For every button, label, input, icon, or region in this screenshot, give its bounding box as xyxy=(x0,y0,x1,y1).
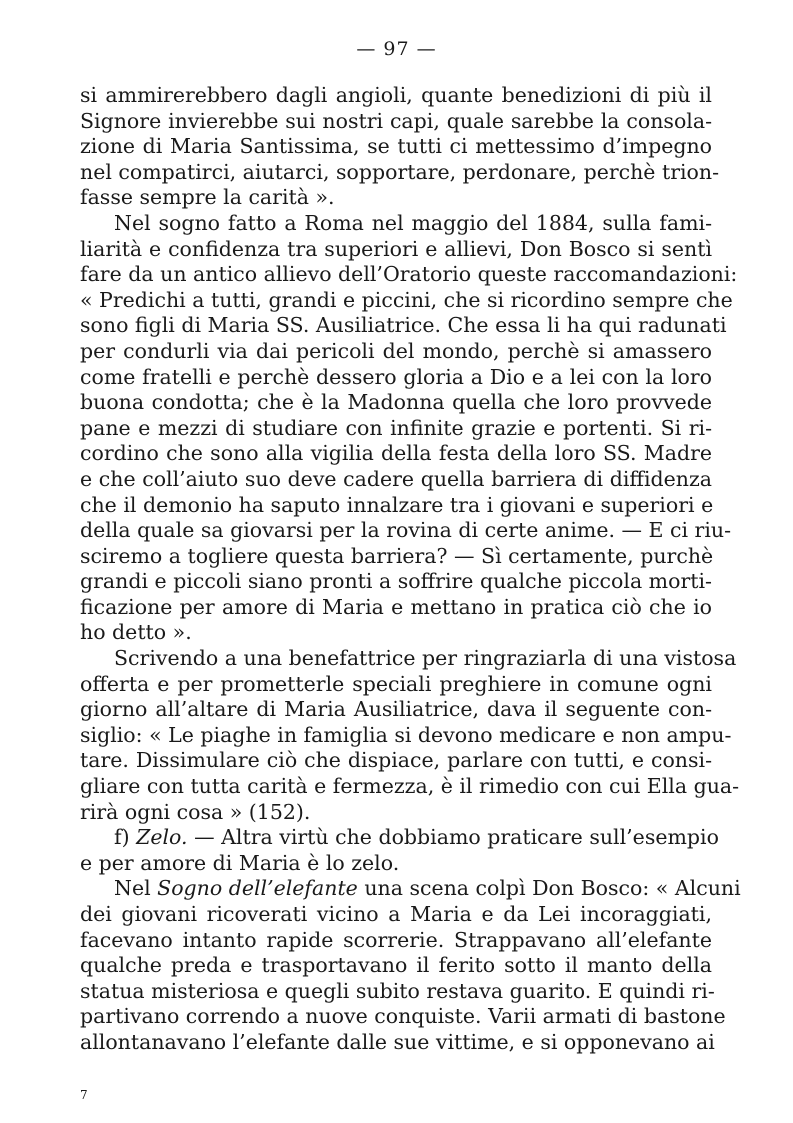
text-line: e per amore di Maria è lo zelo. xyxy=(80,850,400,875)
zelo-heading-line xyxy=(80,825,719,851)
text-line: e che coll’aiuto suo deve cadere quella barriera di diffidenza xyxy=(80,466,712,491)
text-line: ficazione per amore di Maria e mettano in pratica ciò che io xyxy=(80,594,712,619)
text-line: « Predichi a tutti, grandi e piccini, che si ricordino sempre che xyxy=(80,287,733,312)
text-line: zione di Maria Santissima, se tutti ci mettessimo d’impegno xyxy=(80,134,712,159)
text-line: sciremo a togliere questa barriera? — Sì certamente, purchè xyxy=(80,543,714,568)
elefante-line-end: una scena colpì Don Bosco: « Alcuni xyxy=(357,876,741,901)
section-label: f) xyxy=(114,825,130,850)
text-line: facevano intanto rapide scorrerie. Strappavano all’elefante xyxy=(80,927,712,952)
elefante-line xyxy=(80,876,741,902)
text-line: fasse sempre la carità ». xyxy=(80,185,335,210)
text-line: si ammirerebbero dagli angioli, quante benedizioni di più il xyxy=(80,83,712,107)
text-line: partivano correndo a nuove conquiste. Varii armati di bastone xyxy=(80,1004,726,1029)
text-line: dei giovani ricoverati vicino a Maria e da Lei incoraggiati, xyxy=(80,902,712,926)
text-line: Nel sogno fatto a Roma nel maggio del 1884, sulla fami- xyxy=(114,210,712,235)
text-line: nel compatirci, aiutarci, sopportare, perdonare, perchè trion- xyxy=(80,159,720,184)
text-line: rirà ogni cosa » (152). xyxy=(80,799,311,824)
body-text xyxy=(80,83,741,1056)
text-line: liarità e confidenza tra superiori e allievi, Don Bosco si sentì xyxy=(80,236,712,261)
text-line: grandi e piccoli siano pronti a soffrire qualche piccola morti- xyxy=(80,569,712,594)
text-line: gliare con tutta carità e fermezza, è il rimedio con cui Ella gua- xyxy=(80,774,740,799)
text-line: siglio: « Le piaghe in famiglia si devono medicare e non ampu- xyxy=(80,722,732,747)
signature-mark: 7 xyxy=(80,1088,88,1102)
text-line: per condurli via dai pericoli del mondo, perchè si amassero xyxy=(80,338,712,363)
dream-title-elefante: Sogno dell’elefante xyxy=(157,876,358,901)
text-line: che il demonio ha saputo innalzare tra i giovani e superiori e xyxy=(80,492,714,517)
text-line: giorno all’altare di Maria Ausiliatrice, dava il seguente con- xyxy=(80,697,712,722)
text-line: statua misteriosa e quegli subito restava guarito. E quindi ri- xyxy=(80,978,715,1003)
text-line: cordino che sono alla vigilia della festa della loro SS. Madre xyxy=(80,441,712,466)
paragraph-block-upper xyxy=(80,83,740,825)
page-number: — 97 — xyxy=(356,38,437,60)
text-line: ho detto ». xyxy=(80,620,192,645)
text-line: Scrivendo a una benefattrice per ringraziarla di una vistosa xyxy=(114,646,737,671)
text-line: pane e mezzi di studiare con infinite grazie e portenti. Si ri- xyxy=(80,415,712,440)
text-line: come fratelli e perchè dessero gloria a Dio e a lei con la loro xyxy=(80,364,712,389)
text-line: tare. Dissimulare ciò che dispiace, parlare con tutti, e consi- xyxy=(80,748,712,773)
text-line: buona condotta; che è la Madonna quella che loro provvede xyxy=(80,390,712,415)
text-line: della quale sa giovarsi per la rovina di certe anime. — E ci riu- xyxy=(80,518,732,543)
elefante-line-start: Nel xyxy=(114,876,158,901)
text-line: offerta e per prometterle speciali preghiere in comune ogni xyxy=(80,671,712,696)
zelo-line-text: — Altra virtù che dobbiamo praticare sull’esempio xyxy=(187,825,719,850)
text-line: allontanavano l’elefante dalle sue vittime, e si opponevano ai xyxy=(80,1029,715,1054)
paragraph-block-lower xyxy=(80,902,726,1056)
text-line: sono figli di Maria SS. Ausiliatrice. Che essa li ha qui radunati xyxy=(80,313,727,338)
text-line: fare da un antico allievo dell’Oratorio queste raccomandazioni: xyxy=(80,262,738,287)
text-line: Signore invierebbe sui nostri capi, quale sarebbe la consola- xyxy=(80,108,712,133)
text-line: qualche preda e trasportavano il ferito sotto il manto della xyxy=(80,953,712,978)
section-title-zelo: Zelo. xyxy=(136,825,188,850)
